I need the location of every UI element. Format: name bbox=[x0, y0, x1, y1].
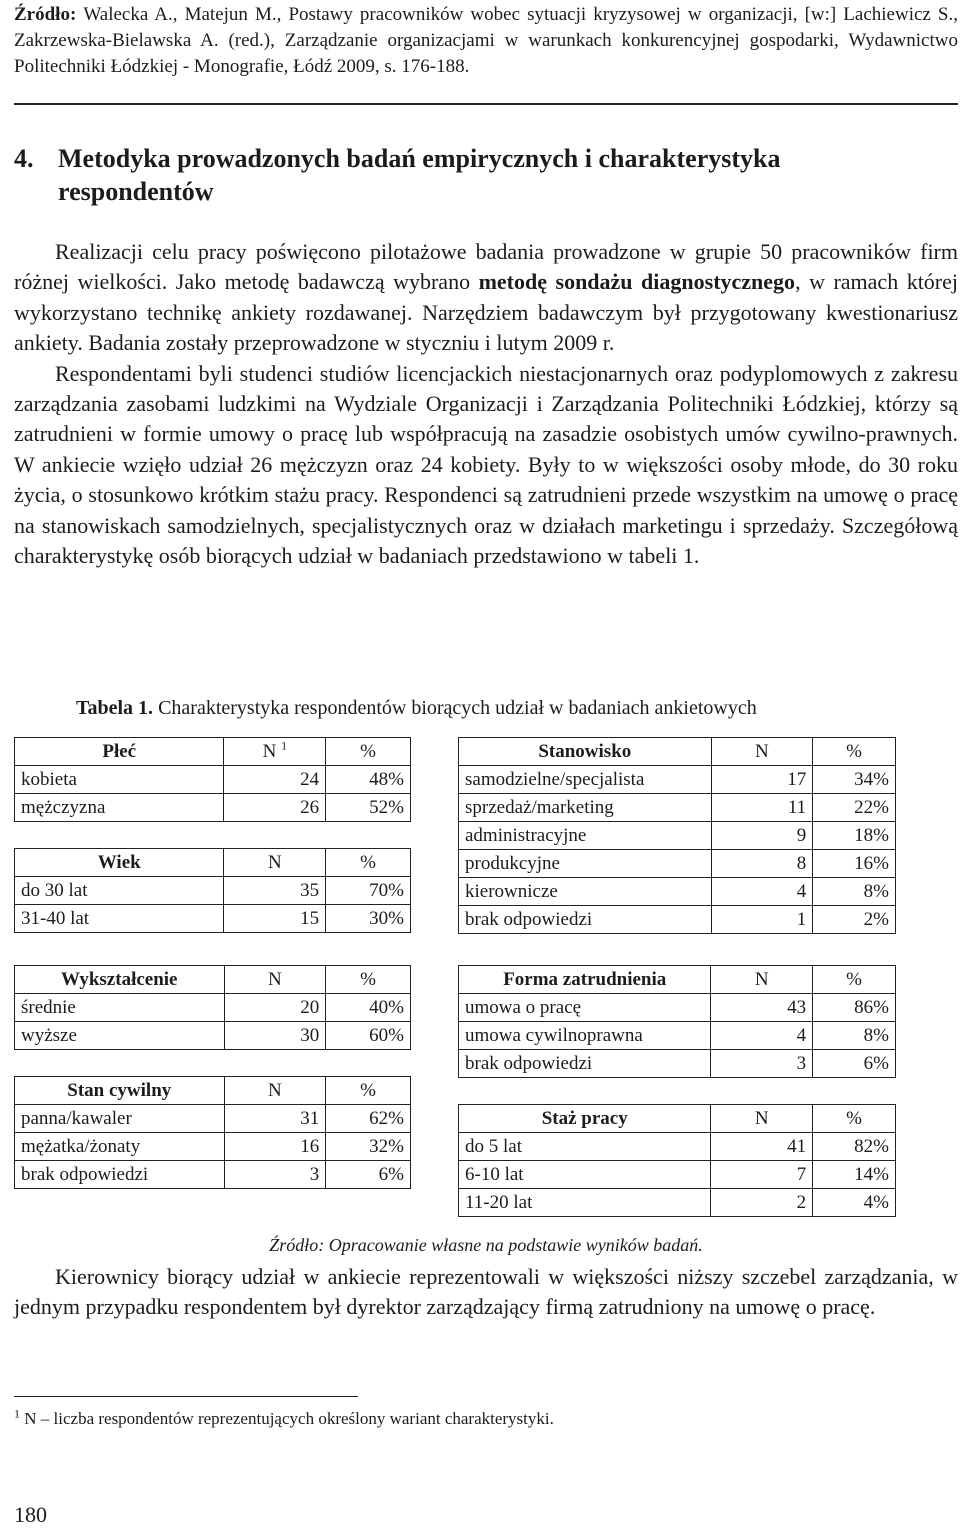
row-n: 1 bbox=[711, 906, 813, 934]
row-pct: 16% bbox=[813, 850, 896, 878]
row-pct: 40% bbox=[326, 994, 411, 1022]
row-pct: 6% bbox=[813, 1050, 896, 1078]
row-n: 20 bbox=[224, 994, 326, 1022]
footnote-text: N – liczba respondentów reprezentujących określony wariant charakterystyki. bbox=[20, 1409, 554, 1428]
section-title-line2: respondentów bbox=[58, 177, 214, 206]
header-cell-n bbox=[224, 738, 326, 766]
row-pct: 70% bbox=[326, 877, 411, 905]
row-label: kobieta bbox=[15, 766, 224, 794]
header-cell: % bbox=[326, 1077, 411, 1105]
header-cell: % bbox=[813, 966, 896, 994]
p1-text-b: , w ramach której wykorzystano technikę ankiety rozdawanej. Narzędziem badawczym był przygotowany kwestionariusz ankiety. Badania zostały przeprowadzone w styczniu i lutym 2009 r. bbox=[14, 269, 959, 356]
header-cell: N bbox=[224, 1077, 326, 1105]
row-pct: 32% bbox=[326, 1133, 411, 1161]
footnote-rule bbox=[14, 1396, 358, 1397]
row-label: samodzielne/specjalista bbox=[459, 766, 712, 794]
row-pct: 34% bbox=[813, 766, 896, 794]
table-header-row bbox=[459, 1105, 896, 1133]
row-pct: 14% bbox=[813, 1161, 896, 1189]
footnote bbox=[14, 1407, 958, 1431]
table-plec-wiek bbox=[14, 737, 411, 933]
table-row bbox=[459, 1161, 896, 1189]
row-n: 35 bbox=[224, 877, 326, 905]
table-row bbox=[15, 994, 411, 1022]
table-row bbox=[15, 877, 411, 905]
paragraph-3: Kierownicy biorący udział w ankiecie reprezentowali w większości niższy szczebel zarządzania, w jednym przypadku respondentem był dyrektor zarządzający firmą zatrudniony na umowę o pracę. bbox=[14, 1264, 958, 1320]
table-row bbox=[459, 906, 896, 934]
row-n: 9 bbox=[711, 822, 813, 850]
paragraph-1 bbox=[14, 237, 958, 359]
row-pct: 22% bbox=[813, 794, 896, 822]
row-label: 31-40 lat bbox=[15, 905, 224, 933]
row-n: 2 bbox=[711, 1189, 813, 1217]
table-row bbox=[15, 794, 411, 822]
table-caption bbox=[76, 694, 956, 722]
row-pct: 30% bbox=[326, 905, 411, 933]
header-cell: N bbox=[711, 738, 813, 766]
header-cell: Staż pracy bbox=[459, 1105, 711, 1133]
table-header-row bbox=[15, 966, 411, 994]
table-header-row bbox=[15, 849, 411, 877]
table-spacer bbox=[459, 1078, 896, 1105]
row-label: 6-10 lat bbox=[459, 1161, 711, 1189]
table-row bbox=[459, 1022, 896, 1050]
row-n: 8 bbox=[711, 850, 813, 878]
row-n: 31 bbox=[224, 1105, 326, 1133]
table-header-row bbox=[459, 738, 896, 766]
footnote-number: 1 bbox=[14, 1406, 20, 1421]
header-cell: Stanowisko bbox=[459, 738, 712, 766]
row-label: umowa cywilnoprawna bbox=[459, 1022, 711, 1050]
header-cell: Stan cywilny bbox=[15, 1077, 225, 1105]
table-row bbox=[459, 878, 896, 906]
row-n: 4 bbox=[711, 1022, 813, 1050]
row-pct: 18% bbox=[813, 822, 896, 850]
section-title-line1: Metodyka prowadzonych badań empirycznych i charakterystyka bbox=[58, 144, 781, 173]
table-row bbox=[459, 794, 896, 822]
table-row bbox=[459, 1189, 896, 1217]
row-label: produkcyjne bbox=[459, 850, 712, 878]
table-row bbox=[459, 1050, 896, 1078]
table-spacer bbox=[15, 822, 411, 849]
table-stanowisko bbox=[458, 737, 896, 934]
row-n: 17 bbox=[711, 766, 813, 794]
header-n: N bbox=[262, 741, 277, 762]
row-n: 11 bbox=[711, 794, 813, 822]
row-pct: 2% bbox=[813, 906, 896, 934]
table-row bbox=[459, 822, 896, 850]
table-row bbox=[459, 994, 896, 1022]
source-header bbox=[14, 2, 958, 80]
header-cell: % bbox=[813, 738, 896, 766]
p1-bold-term: metodę sondażu diagnostycznego bbox=[478, 269, 796, 295]
section-heading bbox=[14, 142, 958, 208]
row-label: mężczyzna bbox=[15, 794, 224, 822]
table-row bbox=[459, 1133, 896, 1161]
row-n: 3 bbox=[711, 1050, 813, 1078]
table-header-row bbox=[15, 738, 411, 766]
table-wyksztalcenie-stan bbox=[14, 965, 411, 1189]
table-row bbox=[15, 1133, 411, 1161]
header-rule bbox=[14, 103, 958, 105]
row-n: 15 bbox=[224, 905, 326, 933]
header-cell: N bbox=[711, 966, 813, 994]
table-row bbox=[15, 1105, 411, 1133]
row-n: 4 bbox=[711, 878, 813, 906]
header-cell: Płeć bbox=[15, 738, 224, 766]
header-cell: N bbox=[224, 966, 326, 994]
row-label: brak odpowiedzi bbox=[459, 906, 712, 934]
table-forma-staz bbox=[458, 965, 896, 1217]
table-row bbox=[459, 766, 896, 794]
header-cell: % bbox=[326, 849, 411, 877]
row-pct: 8% bbox=[813, 878, 896, 906]
row-pct: 62% bbox=[326, 1105, 411, 1133]
table-row bbox=[459, 850, 896, 878]
table-header-row bbox=[459, 966, 896, 994]
row-n: 26 bbox=[224, 794, 326, 822]
row-label: brak odpowiedzi bbox=[459, 1050, 711, 1078]
source-label: Źródło: bbox=[14, 4, 77, 25]
page-number: 180 bbox=[14, 1502, 47, 1527]
row-pct: 48% bbox=[326, 766, 411, 794]
row-n: 24 bbox=[224, 766, 326, 794]
row-pct: 82% bbox=[813, 1133, 896, 1161]
paragraph-2: Respondentami byli studenci studiów licencjackich niestacjonarnych oraz podyplomowych z zakresu zarządzania zasobami ludzkimi na Wydziale Organizacji i Zarządzania Politechniki Łódzkiej, którzy są zatrudnieni w formie umowy o pracę lub współpracują na zasadzie osobistych umów cywilno-prawnych. W ankiecie wzięło udział 26 mężczyzn oraz 24 kobiety. Były to w większości osoby młode, do 30 roku życia, o stosunkowo krótkim stażu pracy. Respondenci są zatrudnieni przede wszystkim na umowę o pracę na stanowiskach samodzielnych, specjalistycznych oraz w działach marketingu i sprzedaży. Szczegółową charakterystykę osób biorących udział w badaniach przedstawiono w tabeli 1. bbox=[14, 360, 958, 569]
row-pct: 4% bbox=[813, 1189, 896, 1217]
header-cell: Wykształcenie bbox=[15, 966, 225, 994]
header-cell: N bbox=[711, 1105, 813, 1133]
row-label: umowa o pracę bbox=[459, 994, 711, 1022]
header-cell: Forma zatrudnienia bbox=[459, 966, 711, 994]
row-n: 30 bbox=[224, 1022, 326, 1050]
section-number: 4. bbox=[14, 144, 34, 173]
caption-text: Charakterystyka respondentów biorących udział w badaniach ankietowych bbox=[153, 697, 757, 719]
p1-text-a: Realizacji celu pracy poświęcono pilotażowe badania prowadzone w grupie 50 pracowników firm różnej wielkości. Jako metodę badawczą wybrano bbox=[14, 239, 958, 295]
header-cell: % bbox=[813, 1105, 896, 1133]
row-n: 16 bbox=[224, 1133, 326, 1161]
row-pct: 8% bbox=[813, 1022, 896, 1050]
row-label: mężatka/żonaty bbox=[15, 1133, 225, 1161]
row-label: 11-20 lat bbox=[459, 1189, 711, 1217]
table-row bbox=[15, 905, 411, 933]
row-pct: 86% bbox=[813, 994, 896, 1022]
caption-label: Tabela 1. bbox=[76, 697, 154, 719]
row-pct: 60% bbox=[326, 1022, 411, 1050]
row-n: 7 bbox=[711, 1161, 813, 1189]
footnote-mark: 1 bbox=[281, 738, 288, 753]
table-header-row bbox=[15, 1077, 411, 1105]
header-cell: Wiek bbox=[15, 849, 224, 877]
table-source-note: Źródło: Opracowanie własne na podstawie wyników badań. bbox=[269, 1235, 703, 1255]
body-paragraphs bbox=[14, 237, 958, 571]
header-cell: N bbox=[224, 849, 326, 877]
row-label: panna/kawaler bbox=[15, 1105, 225, 1133]
row-label: kierownicze bbox=[459, 878, 712, 906]
row-label: brak odpowiedzi bbox=[15, 1161, 225, 1189]
row-n: 3 bbox=[224, 1161, 326, 1189]
header-cell: % bbox=[326, 738, 411, 766]
row-label: wyższe bbox=[15, 1022, 225, 1050]
table-row bbox=[15, 766, 411, 794]
table-spacer bbox=[15, 1050, 411, 1077]
row-label: do 30 lat bbox=[15, 877, 224, 905]
row-label: sprzedaż/marketing bbox=[459, 794, 712, 822]
source-citation: Walecka A., Matejun M., Postawy pracowników wobec sytuacji kryzysowej w organizacji, [w:] Lachiewicz S., Zakrzewska-Bielawska A. (red.), Zarządzanie organizacjami w warunkach konkurencyjnej gospodarki, Wydawnictwo Politechniki Łódzkiej - Monografie, Łódź 2009, s. 176-188. bbox=[14, 4, 959, 77]
table-row bbox=[15, 1161, 411, 1189]
row-n: 41 bbox=[711, 1133, 813, 1161]
row-pct: 52% bbox=[326, 794, 411, 822]
row-label: do 5 lat bbox=[459, 1133, 711, 1161]
row-label: administracyjne bbox=[459, 822, 712, 850]
header-cell: % bbox=[326, 966, 411, 994]
row-n: 43 bbox=[711, 994, 813, 1022]
row-pct: 6% bbox=[326, 1161, 411, 1189]
table-row bbox=[15, 1022, 411, 1050]
row-label: średnie bbox=[15, 994, 225, 1022]
